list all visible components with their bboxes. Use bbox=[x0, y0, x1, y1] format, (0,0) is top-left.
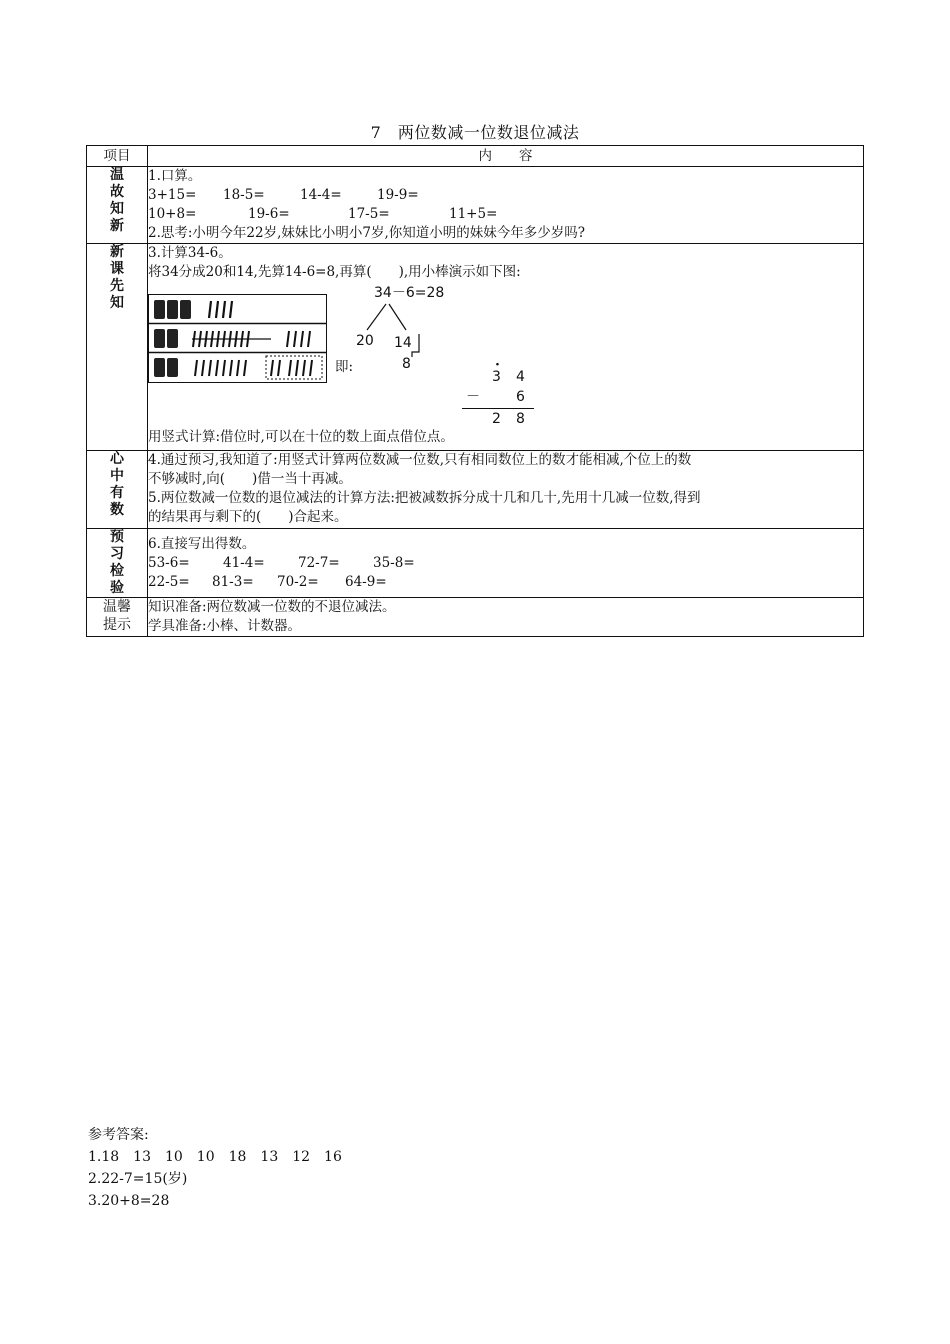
review-expr: 3+15= bbox=[148, 187, 197, 203]
check-expr: 70-2= bbox=[277, 574, 319, 590]
stick bbox=[237, 360, 239, 376]
review-line-1: 1.口算。 bbox=[148, 168, 202, 184]
split-diagram bbox=[334, 282, 464, 377]
label-tips bbox=[87, 598, 148, 637]
stick-bundle bbox=[180, 300, 191, 319]
stick bbox=[296, 360, 298, 376]
row-tips bbox=[87, 598, 864, 637]
ji-label: 即: bbox=[335, 359, 354, 375]
review-expr: 11+5= bbox=[449, 206, 498, 222]
stick bbox=[303, 360, 305, 376]
row-check bbox=[87, 529, 864, 598]
label-tips-text: 温馨提示 bbox=[103, 599, 131, 633]
stick-bundle bbox=[167, 300, 178, 319]
split-line-right bbox=[389, 304, 406, 330]
stick bbox=[278, 360, 280, 376]
stick bbox=[195, 360, 197, 376]
check-expr: 41-4= bbox=[223, 555, 265, 571]
content-check bbox=[148, 529, 864, 598]
split-right-value: 14 bbox=[394, 335, 412, 351]
stick-row-3 bbox=[154, 356, 322, 379]
vertical-calculation bbox=[466, 357, 536, 434]
stick bbox=[230, 301, 232, 318]
review-expr: 10+8= bbox=[148, 206, 197, 222]
stick bbox=[294, 331, 296, 347]
stick bbox=[271, 360, 273, 376]
label-preview-text: 新课先知 bbox=[110, 244, 124, 311]
row-mind bbox=[87, 451, 864, 529]
stick bbox=[310, 360, 312, 376]
row-review bbox=[87, 167, 864, 244]
check-expr: 35-8= bbox=[373, 555, 415, 571]
split-result-value: 8 bbox=[402, 356, 411, 372]
tips-line-2: 学具准备:小棒、计数器。 bbox=[148, 618, 302, 634]
label-check-text: 预习检验 bbox=[110, 529, 124, 596]
answer-3: 3.20+8=28 bbox=[88, 1193, 170, 1209]
v-top-ones: 4 bbox=[516, 369, 525, 385]
mind-line-4: 的结果再与剩下的( )合起来。 bbox=[148, 509, 348, 525]
review-expr: 17-5= bbox=[348, 206, 390, 222]
review-expr: 14-4= bbox=[300, 187, 342, 203]
split-equation: 34－6=28 bbox=[374, 285, 445, 301]
check-expr: 22-5= bbox=[148, 574, 190, 590]
review-expr: 18-5= bbox=[223, 187, 265, 203]
split-lines bbox=[334, 282, 464, 377]
content-tips bbox=[148, 598, 864, 637]
label-mind-text: 心中有数 bbox=[110, 451, 124, 518]
check-row-2 bbox=[148, 573, 863, 592]
answer-2: 2.22-7=15(岁) bbox=[88, 1171, 188, 1187]
check-expr: 81-3= bbox=[212, 574, 254, 590]
review-line-4: 2.思考:小明今年22岁,妹妹比小明小7岁,你知道小明的妹妹今年多少岁吗? bbox=[148, 225, 586, 241]
sticks-illustration bbox=[149, 295, 326, 382]
stick bbox=[202, 360, 204, 376]
stick-bundle bbox=[167, 329, 178, 348]
review-row-1 bbox=[148, 186, 863, 205]
stick-row-1 bbox=[154, 300, 232, 319]
stick-bundle bbox=[154, 358, 165, 377]
mind-line-2: 不够减时,向( )借一当十再减。 bbox=[148, 471, 352, 487]
check-line-1: 6.直接写出得数。 bbox=[148, 536, 256, 552]
stick bbox=[209, 360, 211, 376]
preview-line-2: 将34分成20和14,先算14-6=8,再算( ),用小棒演示如下图: bbox=[148, 264, 521, 280]
stick-row-2 bbox=[154, 329, 310, 348]
stick bbox=[287, 331, 289, 347]
v-rule bbox=[462, 408, 534, 409]
check-expr: 53-6= bbox=[148, 555, 190, 571]
table-header-row bbox=[87, 146, 864, 167]
stick bbox=[209, 301, 211, 318]
stick-box bbox=[148, 294, 327, 383]
split-left-value: 20 bbox=[356, 333, 374, 349]
preview-line-last: 用竖式计算:借位时,可以在十位的数上面点借位点。 bbox=[148, 429, 454, 445]
stick bbox=[223, 360, 225, 376]
header-item: 项目 bbox=[87, 146, 148, 167]
stick bbox=[230, 360, 232, 376]
stick bbox=[216, 301, 218, 318]
label-review-text: 温故知新 bbox=[110, 167, 124, 234]
stick-diagram bbox=[148, 282, 863, 427]
review-row-2 bbox=[148, 205, 863, 224]
borrow-dot: · bbox=[495, 357, 500, 373]
v-res-tens: 2 bbox=[492, 411, 501, 427]
mind-line-3: 5.两位数减一位数的退位减法的计算方法:把被减数拆分成十几和几十,先用十几减一位数,得到 bbox=[148, 490, 701, 506]
row-preview bbox=[87, 244, 864, 451]
stick bbox=[289, 360, 291, 376]
label-review bbox=[87, 167, 148, 244]
v-minus: － bbox=[466, 389, 480, 405]
v-top-tens: 3 bbox=[492, 369, 501, 385]
stick bbox=[244, 360, 246, 376]
check-expr: 72-7= bbox=[298, 555, 340, 571]
mind-line-1: 4.通过预习,我知道了:用竖式计算两位数减一位数,只有相同数位上的数才能相减,个位上的数 bbox=[148, 452, 692, 468]
removed-sticks-box bbox=[266, 356, 322, 379]
stick bbox=[301, 331, 303, 347]
content-preview bbox=[148, 244, 864, 451]
v-sub: 6 bbox=[516, 389, 525, 405]
page-title: 7 两位数减一位数退位减法 bbox=[370, 123, 580, 142]
content-mind bbox=[148, 451, 864, 529]
check-row-1 bbox=[148, 554, 863, 573]
stick-bundle bbox=[154, 329, 165, 348]
answer-heading: 参考答案: bbox=[88, 1127, 149, 1143]
preview-table bbox=[86, 145, 864, 637]
v-res-ones: 8 bbox=[516, 411, 525, 427]
label-check bbox=[87, 529, 148, 598]
stick bbox=[223, 301, 225, 318]
preview-line-1: 3.计算34-6。 bbox=[148, 245, 232, 261]
split-line-left bbox=[367, 304, 386, 330]
answer-1: 1.18 13 10 10 18 13 12 16 bbox=[88, 1149, 342, 1165]
hidden-guide bbox=[410, 304, 420, 334]
stick bbox=[216, 360, 218, 376]
label-mind bbox=[87, 451, 148, 529]
review-expr: 19-9= bbox=[377, 187, 419, 203]
stick-bundle bbox=[167, 358, 178, 377]
label-preview bbox=[87, 244, 148, 451]
answer-section bbox=[88, 1124, 342, 1212]
tips-line-1: 知识准备:两位数减一位数的不退位减法。 bbox=[148, 599, 396, 615]
header-content: 内 容 bbox=[148, 146, 864, 167]
stick-bundle bbox=[154, 300, 165, 319]
review-expr: 19-6= bbox=[248, 206, 290, 222]
content-review bbox=[148, 167, 864, 244]
bracket-line bbox=[412, 334, 419, 357]
stick bbox=[308, 331, 310, 347]
check-expr: 64-9= bbox=[345, 574, 387, 590]
